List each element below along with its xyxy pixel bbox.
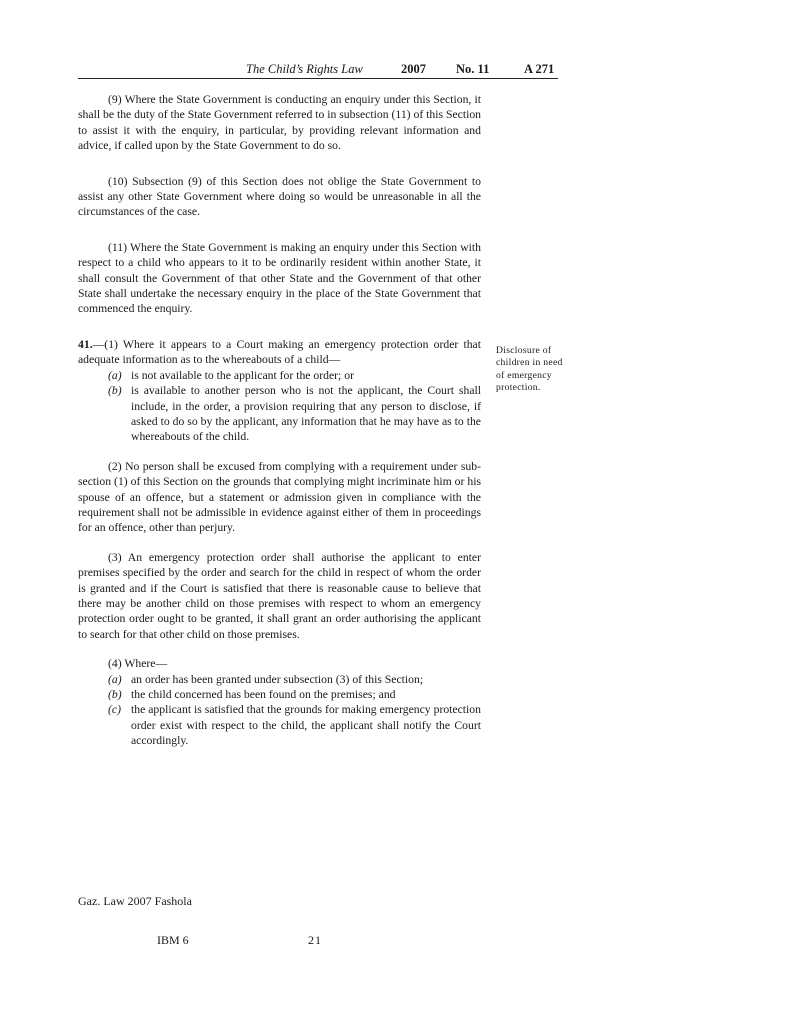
item-41-4-b (78, 687, 481, 702)
running-header (78, 62, 558, 79)
marginal-note: Disclosure of children in need of emergency protection. (496, 345, 563, 394)
footer-gazette: Gaz. Law 2007 Fashola (78, 894, 192, 908)
item-text: is not available to the applicant for the order; or (131, 368, 354, 382)
section-41-subsection-4: (4) Where— (108, 657, 168, 671)
header-number: No. 11 (456, 62, 490, 76)
item-label: (b) (108, 384, 122, 398)
item-text: the applicant is satisfied that the grounds for making emergency protection order exist with respect to the child, the applicant shall notify the Court accordingly. (131, 703, 481, 748)
paragraph-10: (10) Subsection (9) of this Section does not oblige the State Government to assist any other State Government where doing so would be unreasonable in all the circumstances of the case. (78, 174, 481, 219)
body-text (78, 92, 481, 749)
item-41-1-b (78, 383, 481, 445)
item-label: (b) (108, 688, 122, 701)
section-41-subsection-2: (2) No person shall be excused from complying with a requirement under sub-section (1) of this Section on the grounds that complying might incriminate him or his spouse of an offence, but a statement or admission given in compliance with the requirement shall not be admissible in evidence against either of them in proceedings for an offence, other than perjury. (78, 459, 481, 535)
header-year: 2007 (401, 62, 426, 76)
item-text: an order has been granted under subsection (3) of this Section; (131, 672, 424, 686)
item-text: is available to another person who is not the applicant, the Court shall include, in the order, a provision requiring that any person to disclose, if asked to do so by the applicant, any information that he may have as to the whereabouts of the child. (131, 384, 481, 444)
item-label: (a) (108, 672, 122, 686)
item-41-1-a (78, 368, 481, 383)
header-page-number: A 271 (524, 62, 555, 76)
section-41-subsection-1 (78, 337, 481, 368)
header-title: The Child’s Rights Law (246, 62, 363, 76)
item-label: (a) (108, 368, 122, 382)
item-label: (c) (108, 703, 121, 717)
section-41-1-text: —(1) Where it appears to a Court making an emergency protection order that adequate information as to the whereabouts of a child— (78, 337, 481, 367)
section-41-subsection-3: (3) An emergency protection order shall authorise the applicant to enter premises specified by the order and search for the child in respect of whom the order is granted and if the Court is satisfied that there is reasonable cause to believe that there may be another child on those premises with respect to whom an emergency protection order ought to be granted, it shall grant an order authorising the applicant to search for that other child on those premises. (78, 550, 481, 641)
item-41-4-c (78, 702, 481, 748)
paragraph-9: (9) Where the State Government is conducting an enquiry under this Section, it shall be the duty of the State Government referred to in subsection (11) of this Section to assist it with the enquiry, in particular, by providing relevant information and advice, if called upon by the State Government to do so. (78, 93, 482, 153)
footer-ibm: IBM 6 (157, 933, 189, 947)
section-number: 41. (78, 337, 93, 351)
item-text: the child concerned has been found on the premises; and (131, 688, 396, 701)
footer-number: 21 (308, 933, 322, 947)
paragraph-11: (11) Where the State Government is making an enquiry under this Section with respect to a child who appears to it to be ordinarily resident within another State, it shall consult the Government of that other State and the Government of that other State shall undertake the necessary enquiry in the place of the State Government that commenced the enquiry. (78, 240, 481, 316)
item-41-4-a (78, 672, 481, 687)
